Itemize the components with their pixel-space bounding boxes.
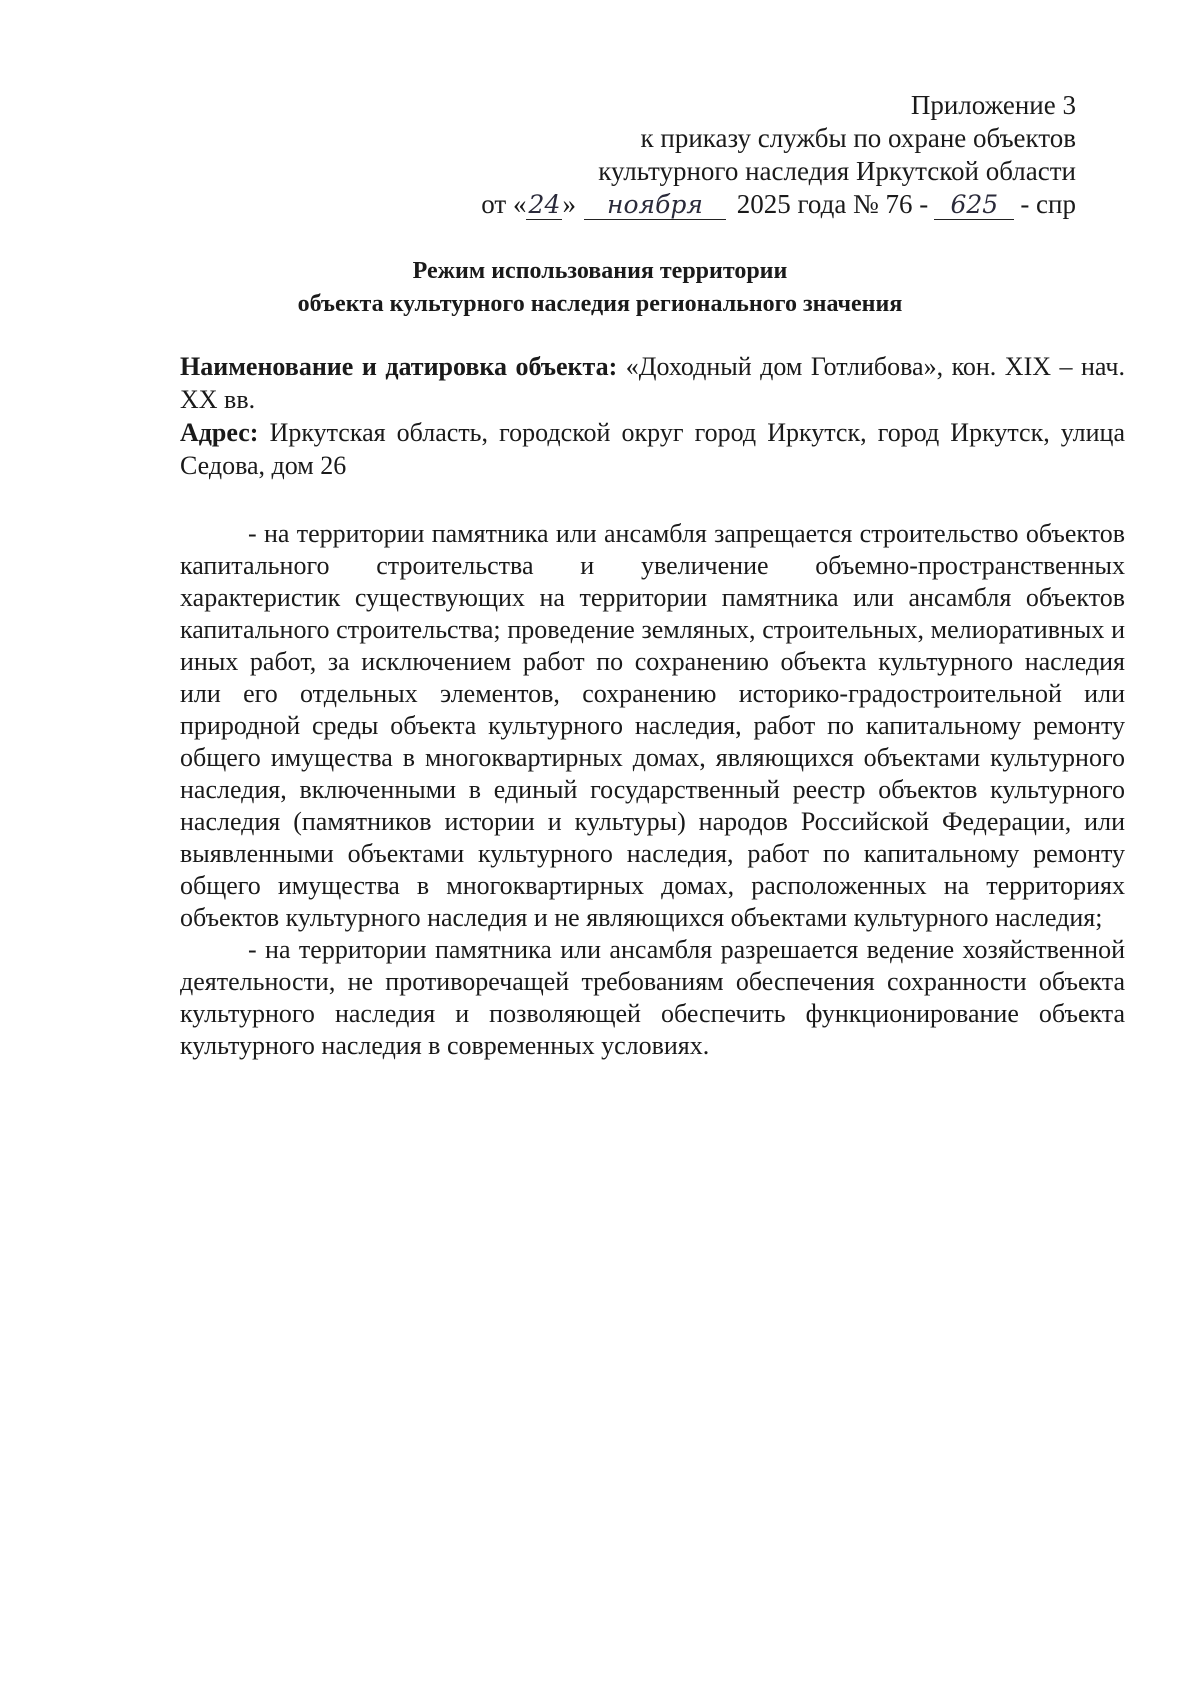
handwritten-day: 24 (526, 191, 562, 220)
handwritten-order-number: 625 (934, 191, 1014, 220)
prohibition-paragraph: - на территории памятника или ансамбля запрещается строительство объектов капитального строительства и увеличение объемно-пространственных характеристик существующих на территории памятника или ансамбля объектов капитального строительства; проведение земляных, строительных, мелиоративных и иных работ, за исключением работ по сохранению объекта культурного наследия или его отдельных элементов, сохранению историко-градостроительной или природной среды объекта культурного наследия, работ по капитальному ремонту общего имущества в многоквартирных домах, являющихся объектами культурного наследия, включенными в единый государственный реестр объектов культурного наследия (памятников истории и культуры) народов Российской Федерации, или выявленными объектами культурного наследия, работ по капитальному ремонту общего имущества в многоквартирных домах, расположенных на территориях объектов культурного наследия и не являющихся объектами культурного наследия; (180, 519, 1125, 932)
order-date-line (481, 188, 1076, 221)
handwritten-month: ноября (584, 191, 726, 220)
appendix-header (481, 89, 1076, 221)
appendix-number: Приложение 3 (910, 90, 1076, 120)
date-prefix: от « (481, 189, 527, 219)
object-address-value: Иркутская область, городской округ город Иркутск, город Иркутск, улица Седова, дом 26 (180, 418, 1126, 480)
regime-text (180, 518, 1125, 1062)
appendix-order-line: к приказу службы по охране объектов (640, 123, 1076, 153)
object-name-label: Наименование и датировка объекта: (180, 352, 618, 381)
appendix-agency-line: культурного наследия Иркутской области (598, 156, 1076, 186)
title-line-2: объекта культурного наследия регионального значения (297, 291, 903, 317)
order-year-number: 2025 года № 76 - (736, 189, 929, 219)
title-line-1: Режим использования территории (412, 258, 788, 284)
object-name-value: «Доходный дом Готлибова», кон. XIX – нач. XX вв. (180, 352, 1126, 414)
object-address-row (180, 416, 1125, 482)
object-name-row (180, 350, 1125, 416)
object-address-label: Адрес: (180, 418, 259, 447)
document-title (180, 255, 1020, 321)
date-close-quote: » (562, 189, 576, 219)
permission-paragraph: - на территории памятника или ансамбля разрешается ведение хозяйственной деятельности, не противоречащей требованиям обеспечения сохранности объекта культурного наследия и позволяющей обеспечить функционирование объекта культурного наследия в современных условиях. (180, 935, 1125, 1060)
order-suffix: - спр (1020, 189, 1076, 219)
object-info (180, 350, 1125, 482)
